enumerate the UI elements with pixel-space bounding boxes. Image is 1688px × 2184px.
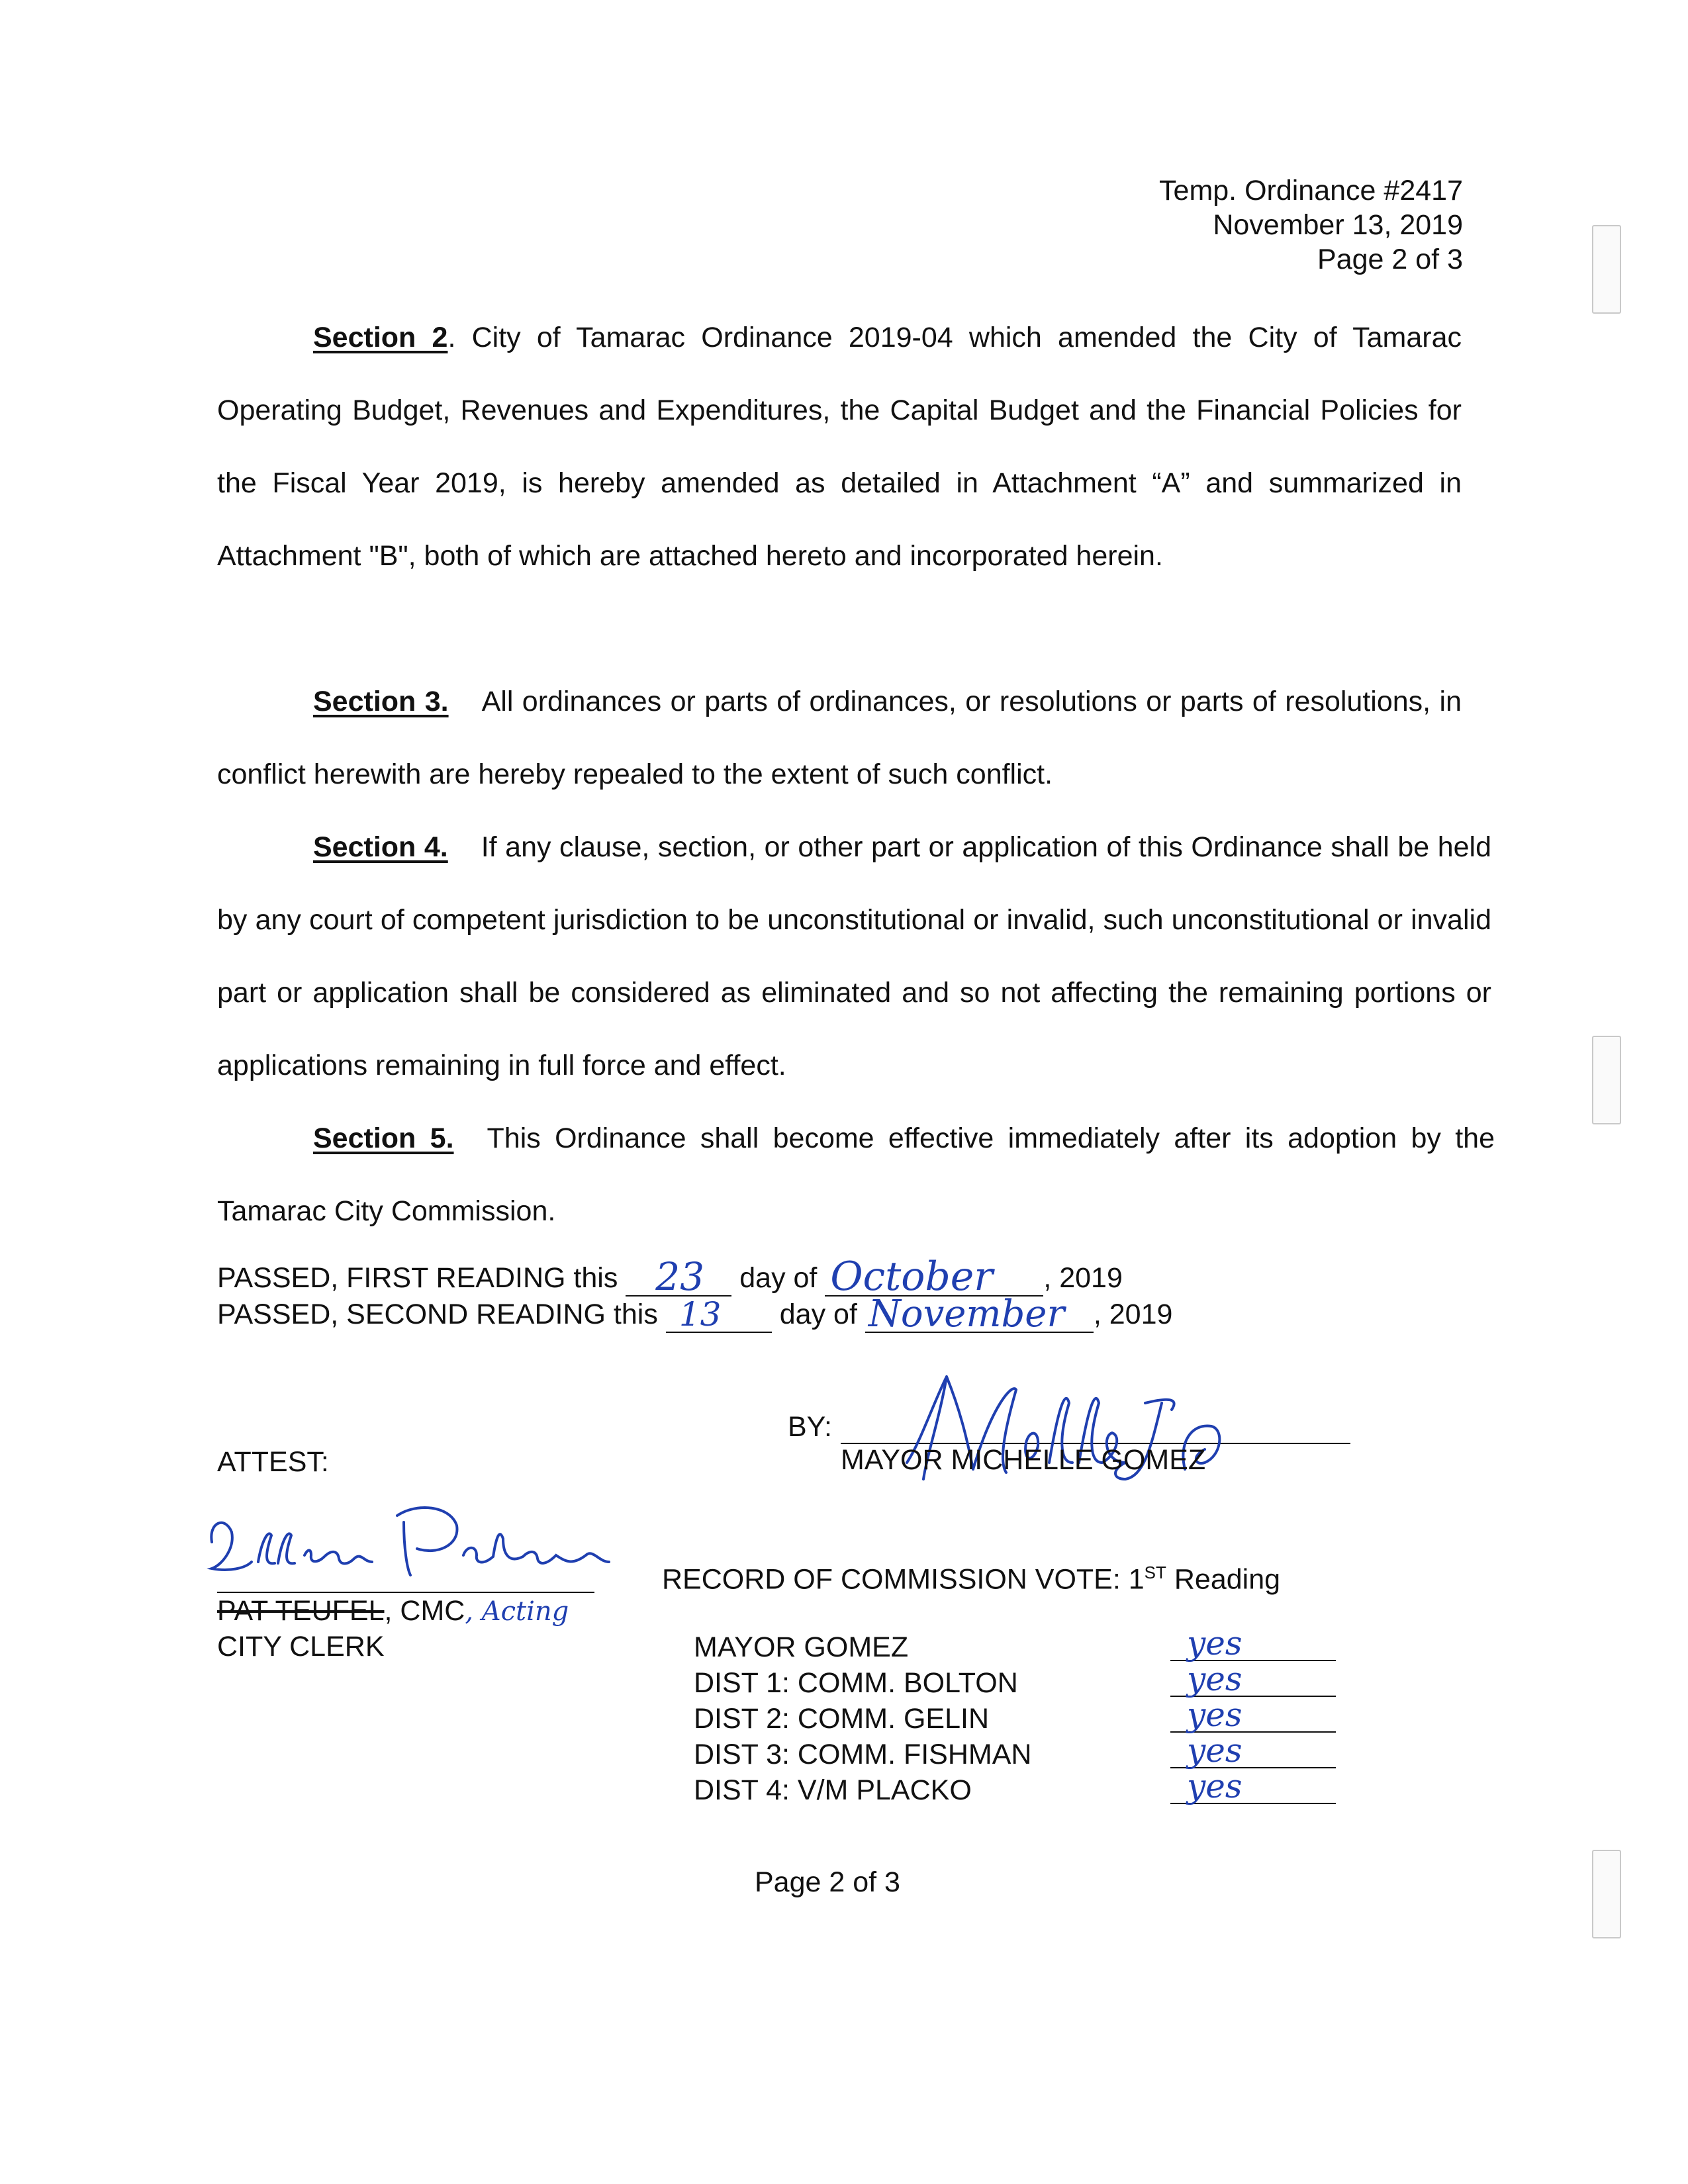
vote-row bbox=[694, 1767, 1342, 1808]
clerk-credential: , CMC bbox=[384, 1595, 465, 1627]
first-reading-year: , 2019 bbox=[1043, 1262, 1123, 1294]
second-reading-day-of: day of bbox=[779, 1298, 857, 1330]
vote-row bbox=[694, 1624, 1342, 1665]
clerk-name-line bbox=[217, 1594, 569, 1629]
voter-name: DIST 1: COMM. BOLTON bbox=[694, 1667, 1018, 1699]
section-4-text: If any clause, section, or other part or application of this Ordinance shall be held by any court of competent jurisdiction to be unconstitutional or invalid, such unconstitutional or invalid part or application shall be considered as eliminated and so not affecting the remaining portions or applications remaining in full force and effect. bbox=[217, 831, 1492, 1081]
mayor-name: MAYOR MICHELLE GOMEZ bbox=[841, 1444, 1206, 1476]
voter-name: DIST 2: COMM. GELIN bbox=[694, 1703, 989, 1735]
vote-value: yes bbox=[1187, 1624, 1243, 1662]
voter-name: DIST 4: V/M PLACKO bbox=[694, 1774, 972, 1806]
voter-name: MAYOR GOMEZ bbox=[694, 1631, 909, 1663]
vote-row bbox=[694, 1696, 1342, 1737]
section-3-label: Section 3. bbox=[313, 686, 449, 717]
section-2-label: Section 2 bbox=[313, 322, 448, 353]
first-reading-month: October bbox=[830, 1253, 993, 1300]
vote-table bbox=[694, 1624, 1342, 1808]
header-page-number: Page 2 of 3 bbox=[1317, 244, 1463, 275]
first-reading-day-blank bbox=[626, 1254, 731, 1299]
margin-mark-bottom bbox=[1592, 1850, 1621, 1938]
vote-value: yes bbox=[1187, 1731, 1243, 1770]
section-2-paragraph bbox=[217, 301, 1462, 592]
first-reading-prefix: PASSED, FIRST READING this bbox=[217, 1262, 618, 1294]
document-header bbox=[1159, 173, 1463, 277]
second-reading-day-blank bbox=[666, 1297, 772, 1333]
first-reading-day-of: day of bbox=[739, 1262, 818, 1294]
ordinance-number: Temp. Ordinance #2417 bbox=[1159, 175, 1463, 206]
vote-value: yes bbox=[1187, 1660, 1243, 1698]
clerk-signature-line bbox=[217, 1592, 594, 1593]
first-reading-day: 23 bbox=[655, 1254, 705, 1299]
by-label: BY: bbox=[788, 1411, 832, 1443]
second-reading-prefix: PASSED, SECOND READING this bbox=[217, 1298, 658, 1330]
vote-record-title: RECORD OF COMMISSION VOTE: 1ST Reading bbox=[662, 1563, 1281, 1596]
ordinance-date: November 13, 2019 bbox=[1213, 209, 1463, 241]
second-reading-line bbox=[217, 1293, 1173, 1336]
clerk-struck-name: PAT TEUFEL bbox=[217, 1595, 385, 1627]
clerk-acting-note: , Acting bbox=[465, 1596, 569, 1627]
vote-row bbox=[694, 1731, 1342, 1772]
vote-row bbox=[694, 1660, 1342, 1701]
clerk-title: CITY CLERK bbox=[217, 1631, 385, 1662]
first-reading-month-blank bbox=[825, 1253, 1043, 1300]
footer-page-number: Page 2 of 3 bbox=[755, 1866, 900, 1898]
margin-mark-middle bbox=[1592, 1036, 1621, 1124]
margin-mark-top bbox=[1592, 225, 1621, 314]
vote-value: yes bbox=[1187, 1767, 1243, 1805]
voter-name: DIST 3: COMM. FISHMAN bbox=[694, 1739, 1032, 1770]
section-5-text: This Ordinance shall become effective immediately after its adoption by the Tamarac City Commission. bbox=[217, 1122, 1495, 1227]
vote-value: yes bbox=[1187, 1696, 1243, 1734]
second-reading-day: 13 bbox=[679, 1295, 722, 1334]
first-reading-line bbox=[217, 1253, 1123, 1300]
section-5-label: Section 5. bbox=[313, 1122, 454, 1154]
attest-label: ATTEST: bbox=[217, 1446, 329, 1478]
section-3-paragraph bbox=[217, 665, 1462, 811]
clerk-signature bbox=[199, 1502, 622, 1602]
second-reading-year: , 2019 bbox=[1093, 1298, 1173, 1330]
section-4-label: Section 4. bbox=[313, 831, 448, 863]
section-5-paragraph bbox=[217, 1102, 1495, 1248]
second-reading-month: November bbox=[868, 1293, 1065, 1336]
section-3-text: All ordinances or parts of ordinances, or resolutions or parts of resolutions, in conflict herewith are hereby repealed to the extent of such conflict. bbox=[217, 686, 1462, 790]
section-4-paragraph bbox=[217, 811, 1491, 1102]
section-2-text: . City of Tamarac Ordinance 2019-04 which amended the City of Tamarac Operating Budget, Revenues and Expenditures, the Capital Budget and the Financial Policies for the Fiscal Year 2019, is hereby amended as detailed in Attachment “A” and summarized in Attachment "B", both of which are attached hereto and incorporated herein. bbox=[217, 322, 1462, 572]
second-reading-month-blank bbox=[865, 1293, 1094, 1336]
